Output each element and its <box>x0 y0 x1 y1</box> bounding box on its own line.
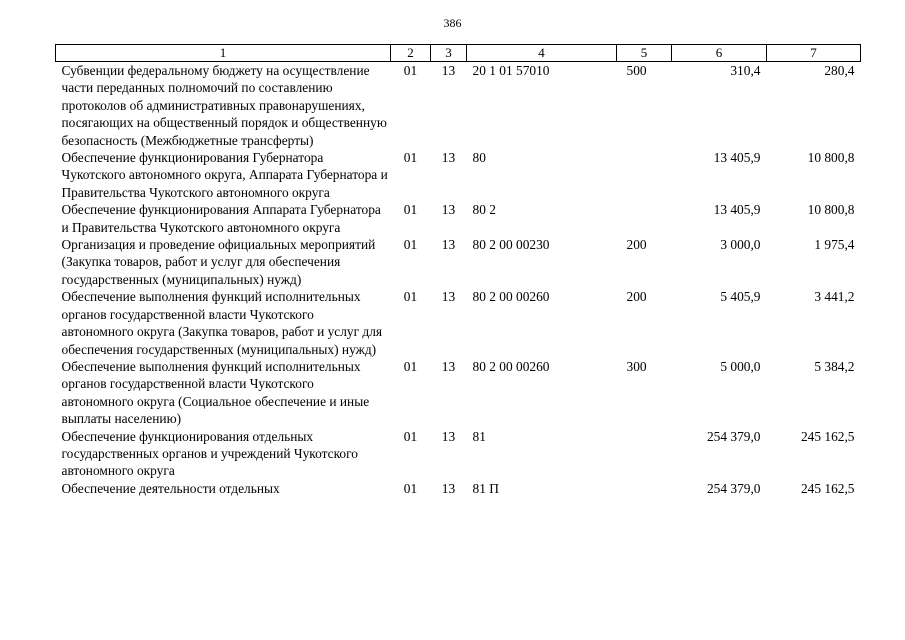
row-name: Обеспечение функционирования отдельных государственных органов и учреждений Чукотского автономного округа <box>61 428 358 479</box>
header-col-5: 5 <box>617 45 672 62</box>
row-type: 200 <box>626 237 647 253</box>
row-value-1: 13 405,9 <box>713 150 761 166</box>
header-col-6: 6 <box>672 45 767 62</box>
header-col-4: 4 <box>467 45 617 62</box>
row-type: 200 <box>626 289 647 305</box>
row-value-2: 1 975,4 <box>814 237 855 253</box>
page-number: 386 <box>443 16 462 30</box>
row-value-2: 3 441,2 <box>814 289 855 305</box>
row-section: 01 <box>403 428 418 444</box>
row-type: 300 <box>626 358 647 374</box>
row-article: 81 <box>472 428 486 444</box>
row-article: 80 <box>472 150 486 166</box>
row-article: 81 П <box>472 480 499 496</box>
row-value-2: 5 384,2 <box>814 358 855 374</box>
row-type <box>617 428 672 480</box>
row-article: 80 2 00 00260 <box>472 289 550 305</box>
row-article: 80 2 00 00230 <box>472 237 550 253</box>
header-col-1: 1 <box>56 45 391 62</box>
row-value-1: 310,4 <box>730 63 761 78</box>
table-row <box>56 149 861 201</box>
row-name: Обеспечение функционирования Аппарата Губернатора и Правительства Чукотского автономного округа <box>61 202 381 235</box>
row-subsection: 13 <box>441 237 456 253</box>
row-type <box>617 201 672 236</box>
row-article: 80 2 00 00260 <box>472 358 550 374</box>
row-value-2: 245 162,5 <box>800 428 855 444</box>
row-name: Обеспечение выполнения функций исполнительных органов государственной власти Чукотского автономного округа (Социальное обеспечение и иные выплаты населению) <box>61 358 370 427</box>
table-row <box>56 288 861 358</box>
row-type <box>617 480 672 497</box>
table-row <box>56 201 861 236</box>
header-col-7: 7 <box>767 45 861 62</box>
header-col-2: 2 <box>391 45 431 62</box>
table-row <box>56 480 861 497</box>
row-name: Обеспечение функционирования Губернатора Чукотского автономного округа, Аппарата Губернатора и Правительства Чукотского автономного округа <box>61 150 388 200</box>
row-subsection: 13 <box>441 150 456 166</box>
row-value-1: 13 405,9 <box>713 202 761 218</box>
row-value-2: 245 162,5 <box>800 480 855 496</box>
table-row <box>56 62 861 150</box>
table-row <box>56 428 861 480</box>
row-type <box>617 149 672 201</box>
row-name: Обеспечение выполнения функций исполнительных органов государственной власти Чукотского автономного округа (Закупка товаров, работ и услуг для обеспечения государственных (муниципальных) нужд) <box>61 289 383 357</box>
row-subsection: 13 <box>441 289 456 305</box>
row-section: 01 <box>403 480 418 496</box>
table-row <box>56 236 861 288</box>
header-col-3: 3 <box>431 45 467 62</box>
row-value-2: 10 800,8 <box>807 150 855 166</box>
row-value-1: 5 000,0 <box>720 358 761 374</box>
row-value-1: 3 000,0 <box>720 237 761 253</box>
row-name: Организация и проведение официальных мероприятий (Закупка товаров, работ и услуг для обеспечения государственных (муниципальных) нужд) <box>61 237 376 287</box>
budget-table <box>55 44 861 497</box>
row-type: 500 <box>626 63 647 78</box>
row-article: 20 1 01 57010 <box>472 63 550 78</box>
row-value-1: 254 379,0 <box>706 480 761 496</box>
row-section: 01 <box>403 150 418 166</box>
row-section: 01 <box>403 358 418 374</box>
row-name: Субвенции федеральному бюджету на осуществление части переданных полномочий по составлению протоколов об административных правонарушениях, посягающих на общественный порядок и общественную безопасность (Межбюджетные трансферты) <box>61 63 387 148</box>
row-section: 01 <box>403 237 418 253</box>
row-value-1: 254 379,0 <box>706 428 761 444</box>
table-row <box>56 358 861 428</box>
row-subsection: 13 <box>441 480 456 496</box>
row-subsection: 13 <box>441 63 456 78</box>
row-section: 01 <box>403 202 418 218</box>
row-section: 01 <box>403 63 418 78</box>
row-name: Обеспечение деятельности отдельных <box>61 480 280 496</box>
row-value-1: 5 405,9 <box>720 289 761 305</box>
row-section: 01 <box>403 289 418 305</box>
row-value-2: 10 800,8 <box>807 202 855 218</box>
row-value-2: 280,4 <box>824 63 855 78</box>
header-row <box>56 45 861 62</box>
row-article: 80 2 <box>472 202 496 218</box>
row-subsection: 13 <box>441 428 456 444</box>
row-subsection: 13 <box>441 202 456 218</box>
row-subsection: 13 <box>441 358 456 374</box>
